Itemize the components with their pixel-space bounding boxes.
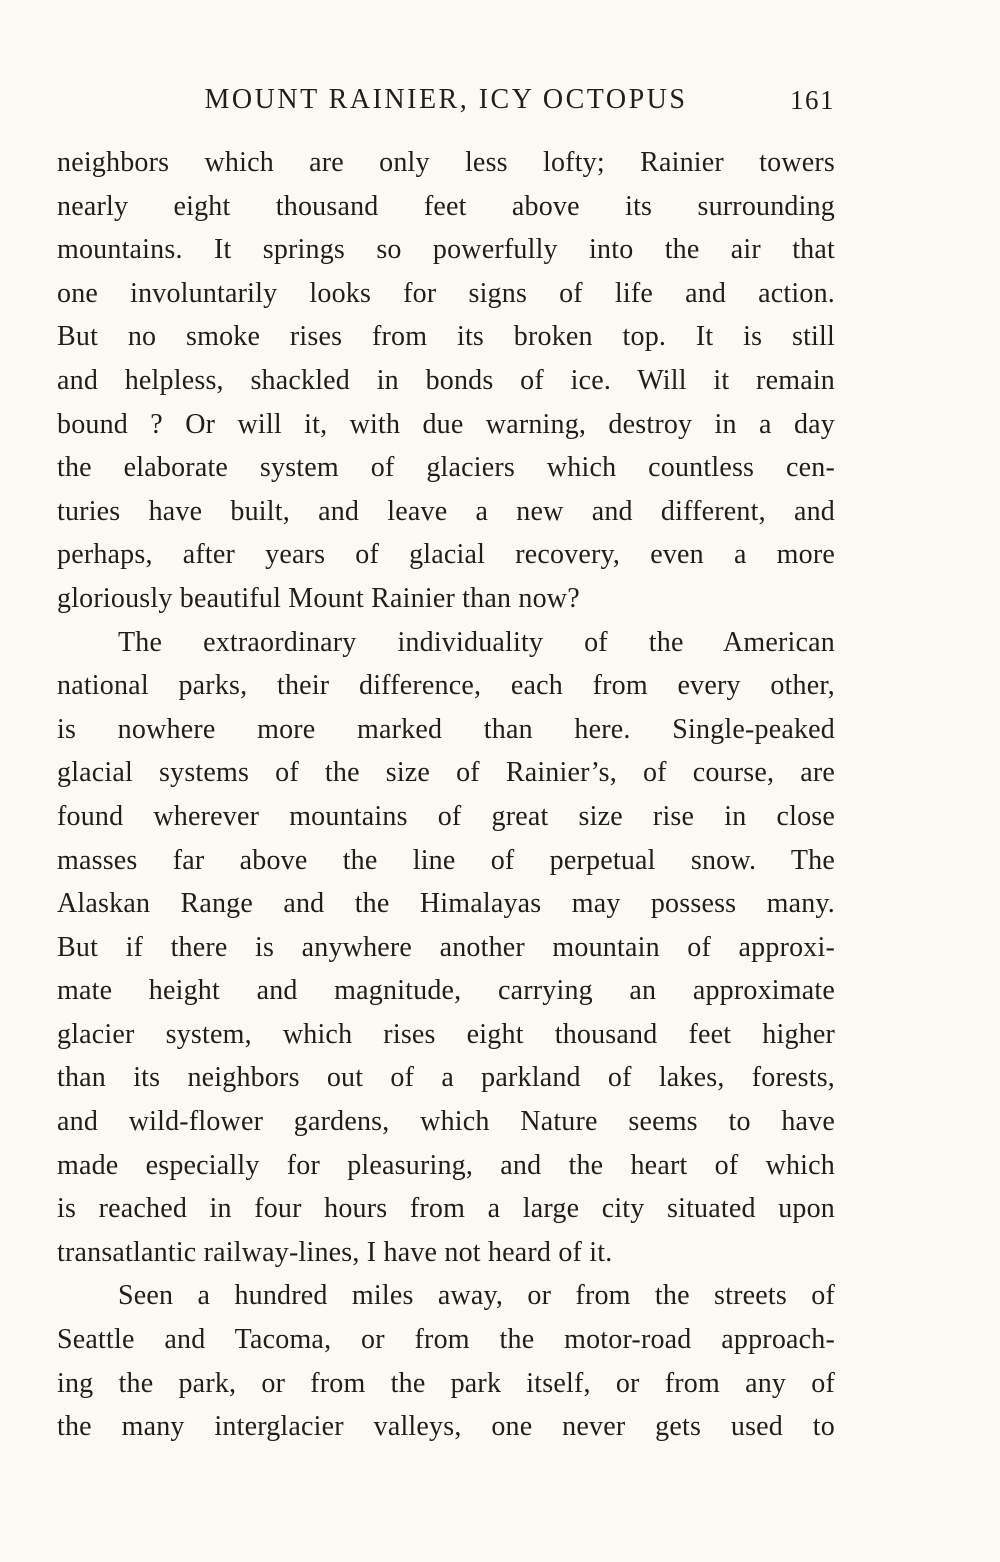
- text-line: gloriously beautiful Mount Rainier than now?: [57, 582, 580, 614]
- text-line: neighbors which are only less lofty; Rainier towers: [57, 147, 835, 178]
- text-line: is reached in four hours from a large city situated upon: [57, 1193, 835, 1225]
- text-line: found wherever mountains of great size rise in close: [57, 800, 835, 832]
- text-line: the elaborate system of glaciers which countless cen-: [57, 452, 835, 484]
- text-line: turies have built, and leave a new and different, and: [57, 495, 835, 527]
- paragraph: [57, 621, 835, 1275]
- text-line: national parks, their difference, each from every other,: [57, 670, 835, 702]
- text-block: [57, 141, 835, 1449]
- running-title: MOUNT RAINIER, ICY OCTOPUS: [204, 84, 688, 115]
- page-header: [57, 84, 835, 126]
- text-line: bound ? Or will it, with due warning, destroy in a day: [57, 408, 835, 440]
- text-line: nearly eight thousand feet above its surrounding: [57, 190, 835, 222]
- page-number: 161: [790, 85, 835, 115]
- text-line: one involuntarily looks for signs of life and action.: [57, 277, 835, 309]
- text-line: than its neighbors out of a parkland of lakes, forests,: [57, 1062, 835, 1094]
- text-line: is nowhere more marked than here. Single-peaked: [57, 713, 835, 745]
- text-line: But no smoke rises from its broken top. It is still: [57, 321, 835, 353]
- text-line: transatlantic railway-lines, I have not heard of it.: [57, 1236, 613, 1268]
- text-line: Seen a hundred miles away, or from the streets of: [118, 1280, 835, 1312]
- text-line: mountains. It springs so powerfully into the air that: [57, 234, 835, 266]
- text-line: The extraordinary individuality of the American: [118, 626, 835, 658]
- text-line: ing the park, or from the park itself, or from any of: [57, 1367, 835, 1399]
- text-line: and wild-flower gardens, which Nature seems to have: [57, 1106, 835, 1138]
- text-line: Alaskan Range and the Himalayas may possess many.: [57, 888, 835, 920]
- text-line: glacier system, which rises eight thousand feet higher: [57, 1018, 835, 1050]
- text-line: glacial systems of the size of Rainier’s, of course, are: [57, 757, 835, 789]
- text-line: perhaps, after years of glacial recovery, even a more: [57, 539, 835, 571]
- text-line: and helpless, shackled in bonds of ice. Will it remain: [57, 364, 835, 396]
- text-line: masses far above the line of perpetual snow. The: [57, 844, 835, 876]
- paragraph: [57, 1274, 835, 1448]
- paragraph: [57, 141, 835, 621]
- text-line: made especially for pleasuring, and the heart of which: [57, 1149, 835, 1181]
- text-line: But if there is anywhere another mountain of approxi-: [57, 931, 835, 963]
- text-line: the many interglacier valleys, one never gets used to: [57, 1411, 835, 1443]
- text-line: Seattle and Tacoma, or from the motor-road approach-: [57, 1324, 835, 1356]
- text-line: mate height and magnitude, carrying an approximate: [57, 975, 835, 1007]
